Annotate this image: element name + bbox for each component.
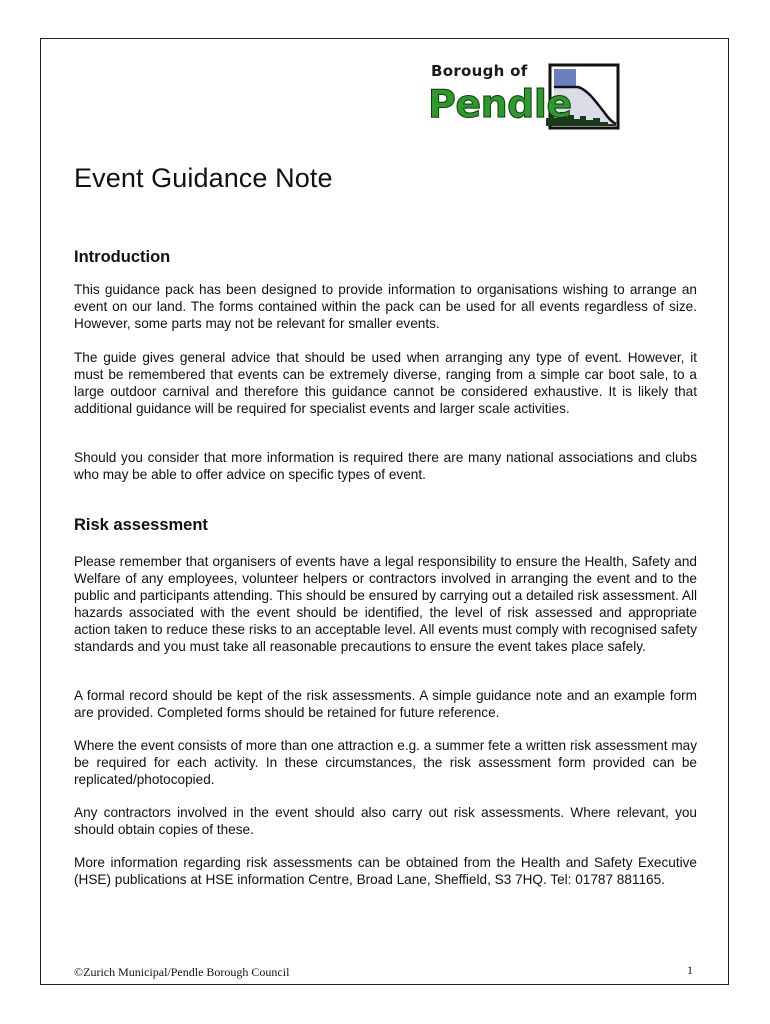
page-title: Event Guidance Note — [74, 163, 333, 193]
section-heading-risk-assessment: Risk assessment — [74, 516, 208, 534]
paragraph: More information regarding risk assessments can be obtained from the Health and Safety Executive (HSE) publications at HSE information Centre, Broad Lane, Sheffield, S3 7HQ. Tel: 01787 881165. — [74, 855, 697, 887]
section-heading-introduction: Introduction — [74, 248, 171, 266]
paragraph: This guidance pack has been designed to provide information to organisations wishing to arrange an event on our land. The forms contained within the pack can be used for all events regardless of size. However, some parts may not be relevant for smaller events. — [74, 282, 697, 331]
paragraph: Where the event consists of more than one attraction e.g. a summer fete a written risk assessment may be required for each activity. In these circumstances, the risk assessment form provided can be replicated/photocopied. — [74, 738, 697, 787]
footer-copyright: ©Zurich Municipal/Pendle Borough Council — [74, 965, 290, 979]
paragraph: A formal record should be kept of the risk assessments. A simple guidance note and an example form are provided. Completed forms should be retained for future reference. — [74, 688, 697, 720]
page-number: 1 — [687, 963, 693, 977]
logo-main-text: Pendle — [428, 82, 572, 126]
paragraph: Any contractors involved in the event should also carry out risk assessments. Where relevant, you should obtain copies of these. — [74, 805, 697, 837]
paragraph: The guide gives general advice that should be used when arranging any type of event. However, it must be remembered that events can be extremely diverse, ranging from a simple car boot sale, to a large outdoor carnival and therefore this guidance cannot be considered exhaustive. It is likely that additional guidance will be required for specialist events and larger scale activities. — [74, 350, 697, 416]
logo-top-text: Borough of — [431, 62, 528, 80]
paragraph: Please remember that organisers of events have a legal responsibility to ensure the Health, Safety and Welfare of any employees, volunteer helpers or contractors involved in arranging the event and to the public and participants attending. This should be ensured by carrying out a detailed risk assessment. All hazards associated with the event should be identified, the level of risk assessed and appropriate action taken to reduce these risks to an acceptable level. All events must comply with recognised safety standards and you must take all reasonable precautions to ensure the event takes place safely. — [74, 554, 697, 654]
pendle-logo — [428, 60, 620, 132]
paragraph: Should you consider that more information is required there are many national associations and clubs who may be able to offer advice on specific types of event. — [74, 450, 697, 482]
